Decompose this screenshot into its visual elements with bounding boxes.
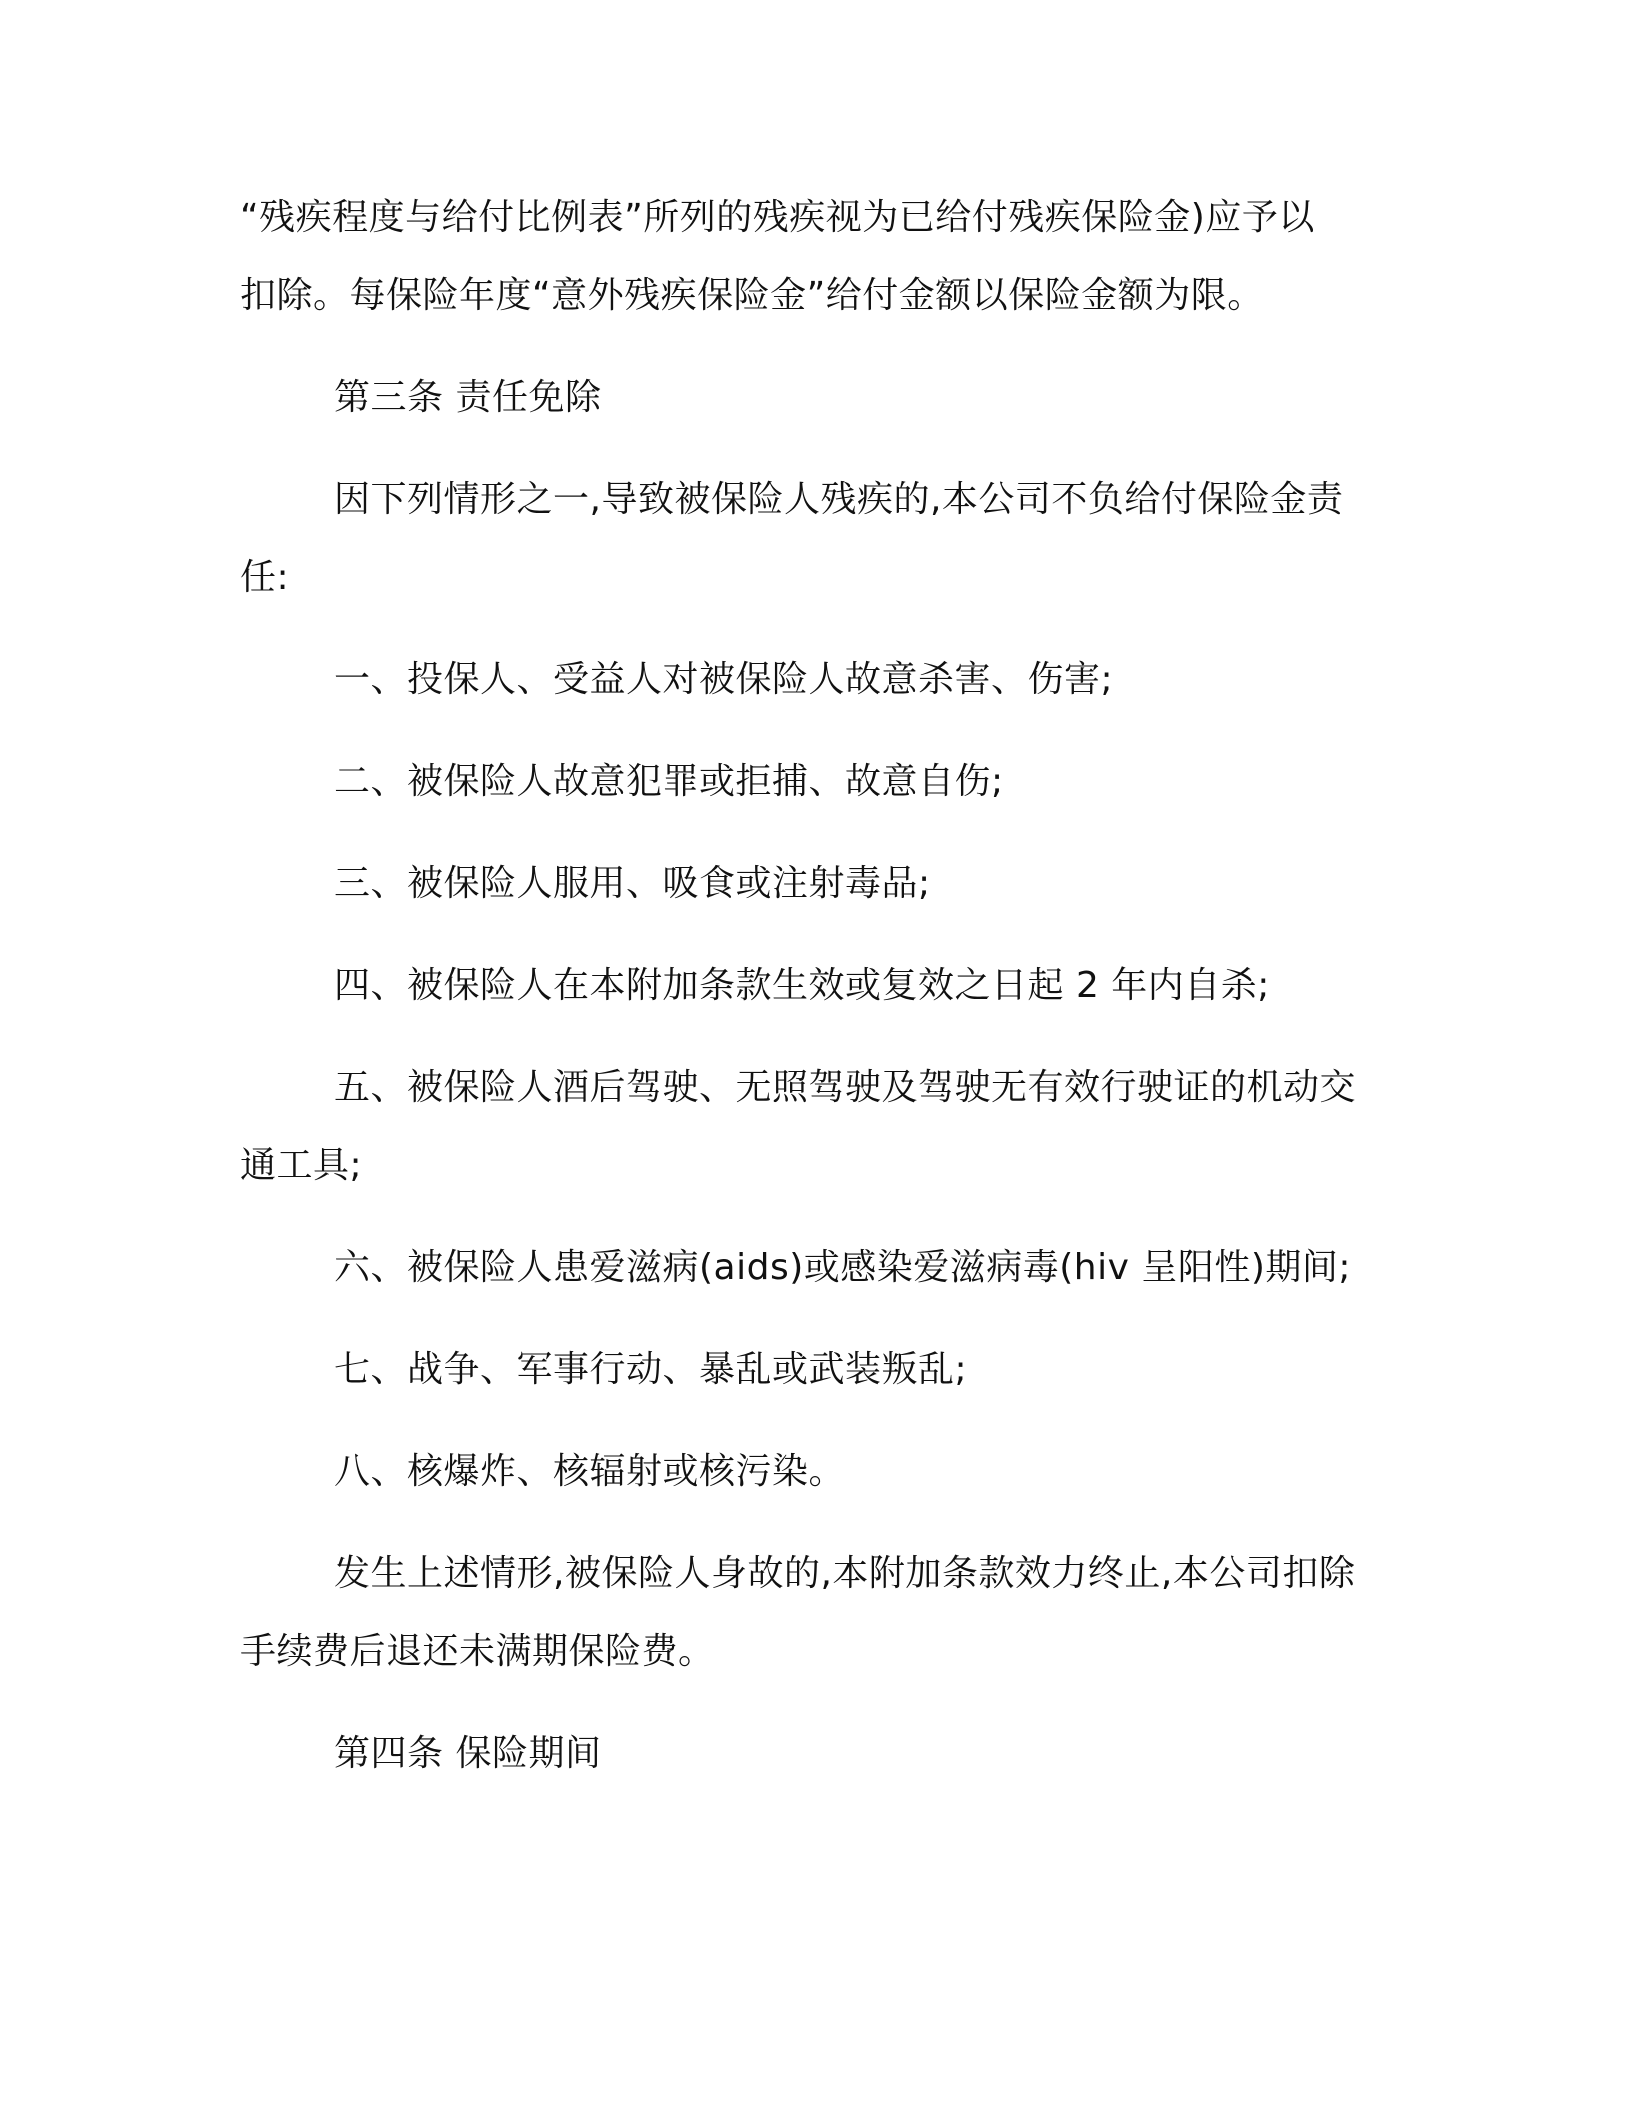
paragraph-line: 手续费后退还未满期保险费。 [240,1631,715,1672]
section-heading: 第三条 责任免除 [334,377,602,418]
list-item: 二、被保险人故意犯罪或拒捕、故意自伤; [334,761,1004,802]
section-heading: 第四条 保险期间 [334,1733,602,1774]
list-item: 三、被保险人服用、吸食或注射毒品; [334,863,931,904]
paragraph-line: 因下列情形之一,导致被保险人残疾的,本公司不负给付保险金责 [334,479,1344,520]
list-item: 八、核爆炸、核辐射或核污染。 [334,1451,846,1492]
list-item: 七、战争、军事行动、暴乱或武装叛乱; [334,1349,968,1390]
list-item: 五、被保险人酒后驾驶、无照驾驶及驾驶无有效行驶证的机动交 [334,1067,1357,1108]
list-item: 一、投保人、受益人对被保险人故意杀害、伤害; [334,659,1114,700]
paragraph-line: 任: [240,557,290,598]
paragraph-line: 发生上述情形,被保险人身故的,本附加条款效力终止,本公司扣除 [334,1553,1356,1594]
list-item: 四、被保险人在本附加条款生效或复效之日起 2 年内自杀; [334,965,1270,1006]
paragraph-line: 扣除。每保险年度“意外残疾保险金”给付金额以保险金额为限。 [240,275,1264,316]
list-item-continuation: 通工具; [240,1145,363,1186]
list-item: 六、被保险人患爱滋病(aids)或感染爱滋病毒(hiv 呈阳性)期间; [334,1247,1352,1288]
paragraph-line: “残疾程度与给付比例表”所列的残疾视为已给付残疾保险金)应予以 [240,197,1315,238]
